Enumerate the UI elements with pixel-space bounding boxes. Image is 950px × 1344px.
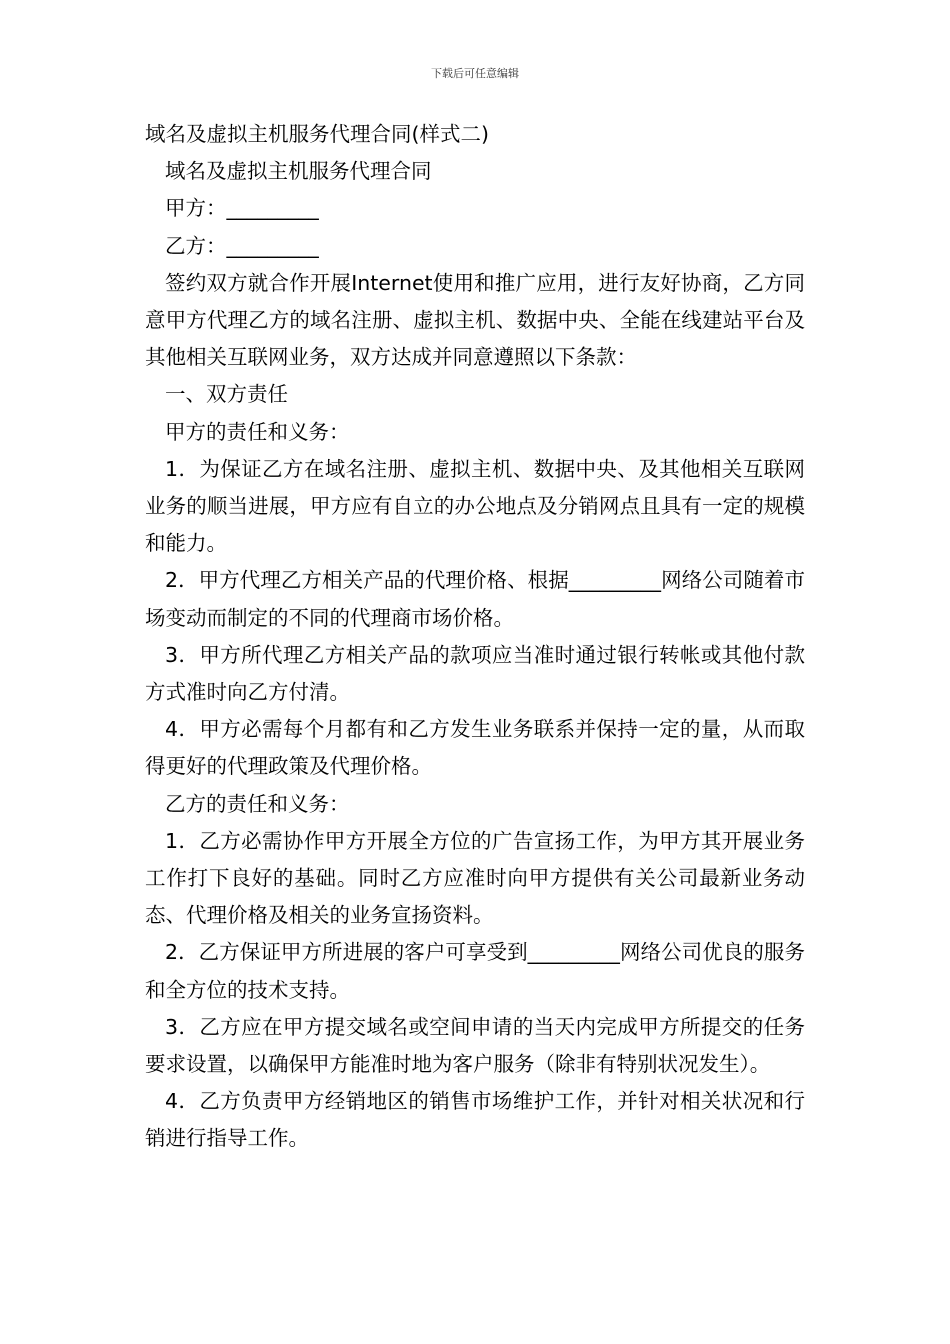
party-b-clause-3: 3．乙方应在甲方提交域名或空间申请的当天内完成甲方所提交的任务要求设置，以确保甲方能准时地为客户服务（除非有特别状况发生）。 — [145, 1014, 805, 1077]
party-a-clause-4: 4．甲方必需每个月都有和乙方发生业务联系并保持一定的量，从而取得更好的代理政策及代理价格。 — [145, 717, 805, 779]
page-header-note: 下载后可任意编辑 — [431, 67, 519, 80]
party-b-clause-2: 2．乙方保证甲方所进展的客户可享受到_________网络公司优良的服务和全方位的技术支持。 — [145, 940, 805, 1002]
party-a-clause-2: 2．甲方代理乙方相关产品的代理价格、根据_________网络公司随着市场变动而制定的不同的代理商市场价格。 — [145, 568, 805, 630]
party-a-clause-3: 3．甲方所代理乙方相关产品的款项应当准时通过银行转帐或其他付款方式准时向乙方付清。 — [145, 642, 805, 705]
party-b-duties-heading: 乙方的责任和义务： — [165, 791, 350, 816]
contract-heading: 域名及虚拟主机服务代理合同 — [165, 159, 432, 184]
document-title: 域名及虚拟主机服务代理合同(样式二) — [145, 122, 489, 146]
party-b-clause-1: 1．乙方必需协作甲方开展全方位的广告宣扬工作，为甲方其开展业务工作打下良好的基础。同时乙方应准时向甲方提供有关公司最新业务动态、代理价格及相关的业务宣扬资料。 — [145, 828, 805, 928]
party-a-duties-heading: 甲方的责任和义务： — [165, 419, 350, 444]
party-b-line: 乙方：_________ — [165, 233, 319, 258]
preamble-paragraph: 签约双方就合作开展Internet使用和推广应用，进行友好协商，乙方同意甲方代理乙方的域名注册、虚拟主机、数据中央、全能在线建站平台及其他相关互联网业务，双方达成并同意遵照以下条款： — [145, 270, 805, 370]
party-b-clause-4: 4．乙方负责甲方经销地区的销售市场维护工作，并针对相关状况和行销进行指导工作。 — [145, 1089, 805, 1151]
document-body — [145, 116, 805, 1158]
party-a-clause-1: 1．为保证乙方在域名注册、虚拟主机、数据中央、及其他相关互联网业务的顺当进展，甲方应有自立的办公地点及分销网点且具有一定的规模和能力。 — [145, 456, 805, 556]
party-a-line: 甲方：_________ — [165, 196, 319, 221]
section-heading-responsibilities: 一、双方责任 — [165, 382, 288, 407]
